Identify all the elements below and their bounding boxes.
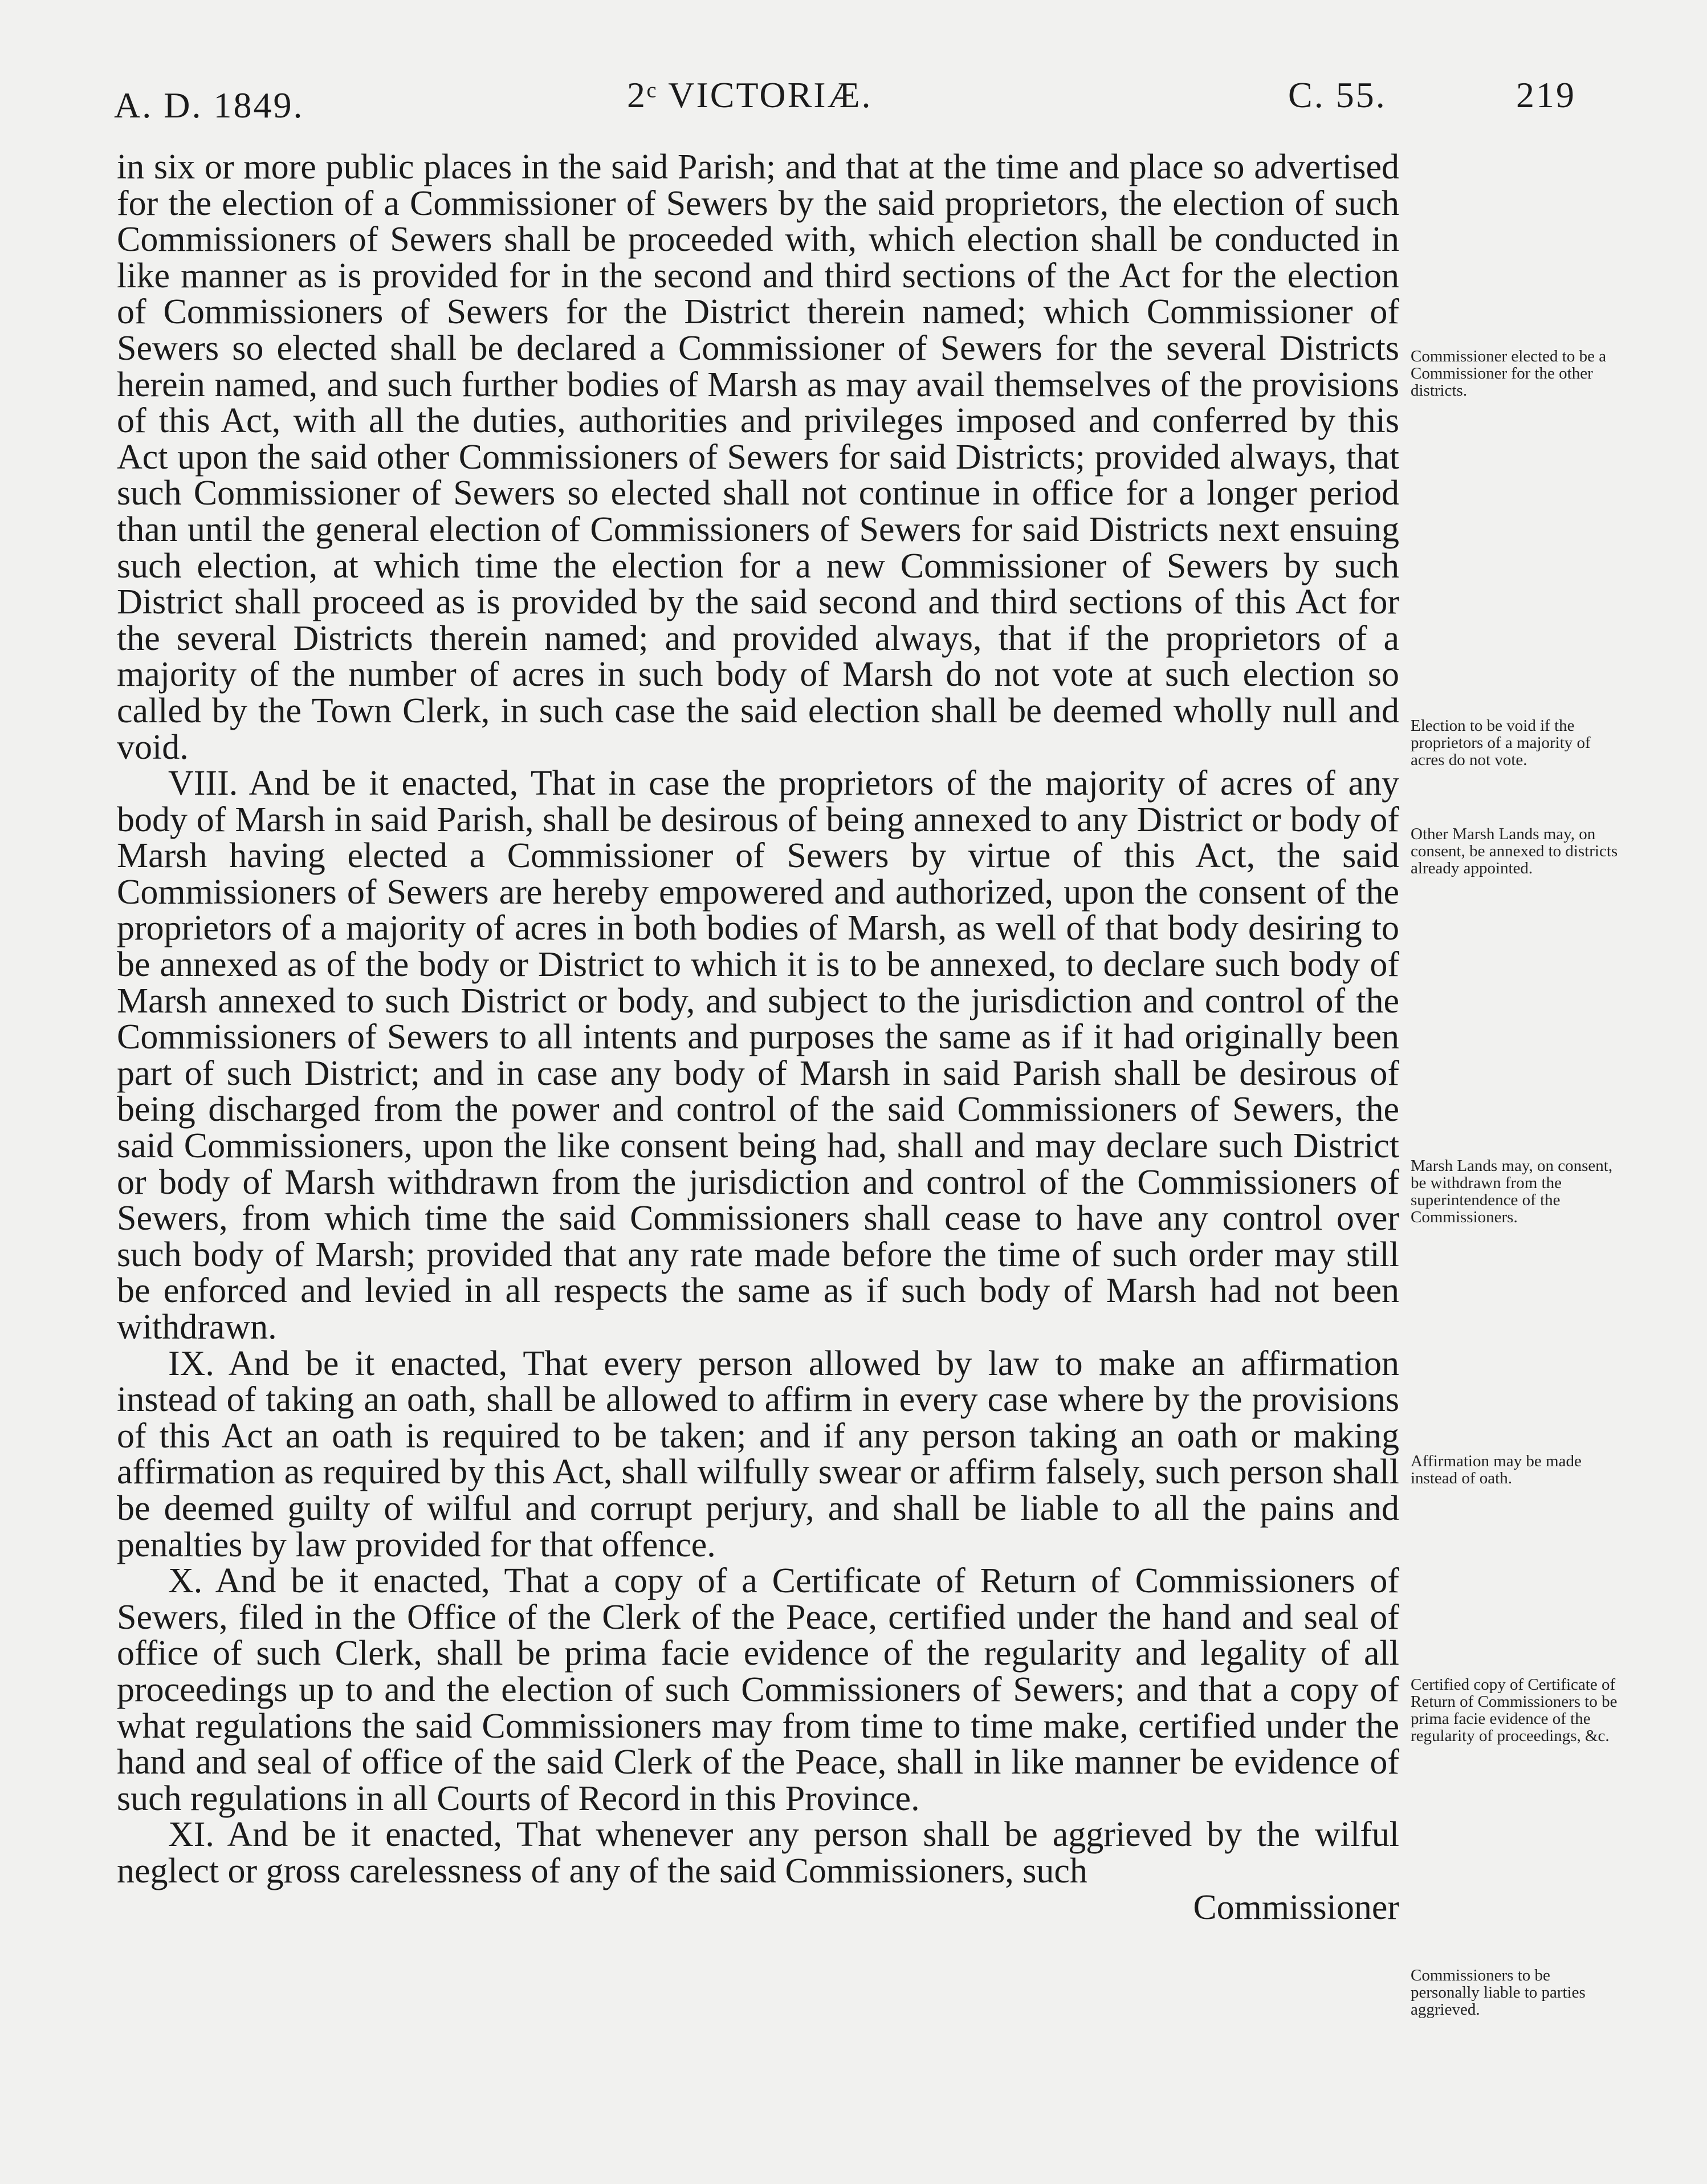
- header-chapter: C. 55.: [1288, 75, 1387, 115]
- margin-note-commissioner-elected: Commissioner elected to be a Commissioner for the other districts.: [1411, 347, 1607, 400]
- paragraph-section-viii: VIII. And be it enacted, That in case the proprietors of the majority of acres of any body of Marsh in said Parish, shall be desirous of being annexed to any District or body of Marsh having elected a Commissioner of Sewers by virtue of this Act, the said Commissioners of Sewers are hereby empowered and authorized, upon the consent of the proprietors of a majority of acres in both bodies of Marsh, as well of that body desiring to be annexed as of the body or District to which it is to be annexed, to declare such body of Marsh annexed to such District or body, and subject to the jurisdiction and control of the Commissioners of Sewers to all intents and purposes the same as if it had originally been part of such District; and in case any body of Marsh in said Parish shall be desirous of being discharged from the power and control of the said Commissioners of Sewers, the said Commissioners, upon the like consent being had, shall and may declare such District or body of Marsh withdrawn from the jurisdiction and control of the Commissioners of Sewers, from which time the said Commissioners shall cease to have any control over such body of Marsh; provided that any rate made before the time of such order may still be enforced and levied in all respects the same as if such body of Marsh had not been withdrawn.: [117, 764, 1399, 1347]
- header-year: A. D. 1849.: [114, 85, 304, 125]
- margin-note-personally-liable: Commissioners to be personally liable to parties aggrieved.: [1411, 1966, 1586, 2019]
- margin-note-marsh-annexed: Other Marsh Lands may, on consent, be annexed to districts already appointed.: [1411, 825, 1618, 877]
- paragraph-section-x: X. And be it enacted, That a copy of a Certificate of Return of Commissioners of Sewers, filed in the Office of the Clerk of the Peace, certified under the hand and seal of office of such Clerk, shall be prima facie evidence of the regularity and legality of all proceedings up to and the election of such Commissioners of Sewers; and that a copy of what regulations the said Commissioners may from time to time make, certified under the hand and seal of office of the said Clerk of the Peace, shall in like manner be evidence of such regulations in all Courts of Record in this Province.: [117, 1561, 1399, 1818]
- paragraph-section-xi: XI. And be it enacted, That whenever any person shall be aggrieved by the wilful neglect or gross carelessness of any of the said Commissioners, such: [117, 1815, 1399, 1890]
- paragraph-section-ix: IX. And be it enacted, That every person allowed by law to make an affirmation instead of taking an oath, shall be allowed to affirm in every case where by the provisions of this Act an oath is required to be taken; and if any person taking an oath or making affirmation as required by this Act, shall wilfully swear or affirm falsely, such person shall be deemed guilty of wilful and corrupt perjury, and shall be liable to all the pains and penalties by law provided for that offence.: [117, 1344, 1399, 1564]
- header-reign: 2ᶜ VICTORIÆ.: [627, 75, 873, 115]
- margin-note-election-void: Election to be void if the proprietors of a majority of acres do not vote.: [1411, 717, 1591, 769]
- body-text: [117, 149, 1399, 1926]
- margin-note-affirmation: Affirmation may be made instead of oath.: [1411, 1452, 1582, 1487]
- margin-note-certified-copy: Certified copy of Certificate of Return of Commissioners to be prima facie evidence of the regularity of proceedings, &c.: [1411, 1675, 1618, 1745]
- margin-note-marsh-withdrawn: Marsh Lands may, on consent, be withdrawn from the superintendence of the Commissioners.: [1411, 1157, 1613, 1226]
- page-number: 219: [1516, 75, 1576, 115]
- paragraph-continuation: in six or more public places in the said Parish; and that at the time and place so advertised for the election of a Commissioner of Sewers by the said proprietors, the election of such Commissioners of Sewers shall be proceeded with, which election shall be conducted in like manner as is provided for in the second and third sections of the Act for the election of Commissioners of Sewers for the District therein named; which Commissioner of Sewers so elected shall be declared a Commissioner of Sewers for the several Districts herein named, and such further bodies of Marsh as may avail themselves of the provisions of this Act, with all the duties, authorities and privileges imposed and conferred by this Act upon the said other Commissioners of Sewers for said Districts; provided always, that such Commissioner of Sewers so elected shall not continue in office for a longer period than until the general election of Commissioners of Sewers for said Districts next ensuing such election, at which time the election for a new Commissioner of Sewers by such District shall proceed as is provided by the said second and third sections of this Act for the several Districts therein named; and provided always, that if the proprietors of a majority of the number of acres in such body of Marsh do not vote at such election so called by the Town Clerk, in such case the said election shall be deemed wholly null and void.: [117, 148, 1399, 767]
- running-header: [114, 74, 1584, 137]
- catchword: Commissioner: [1193, 1888, 1399, 1927]
